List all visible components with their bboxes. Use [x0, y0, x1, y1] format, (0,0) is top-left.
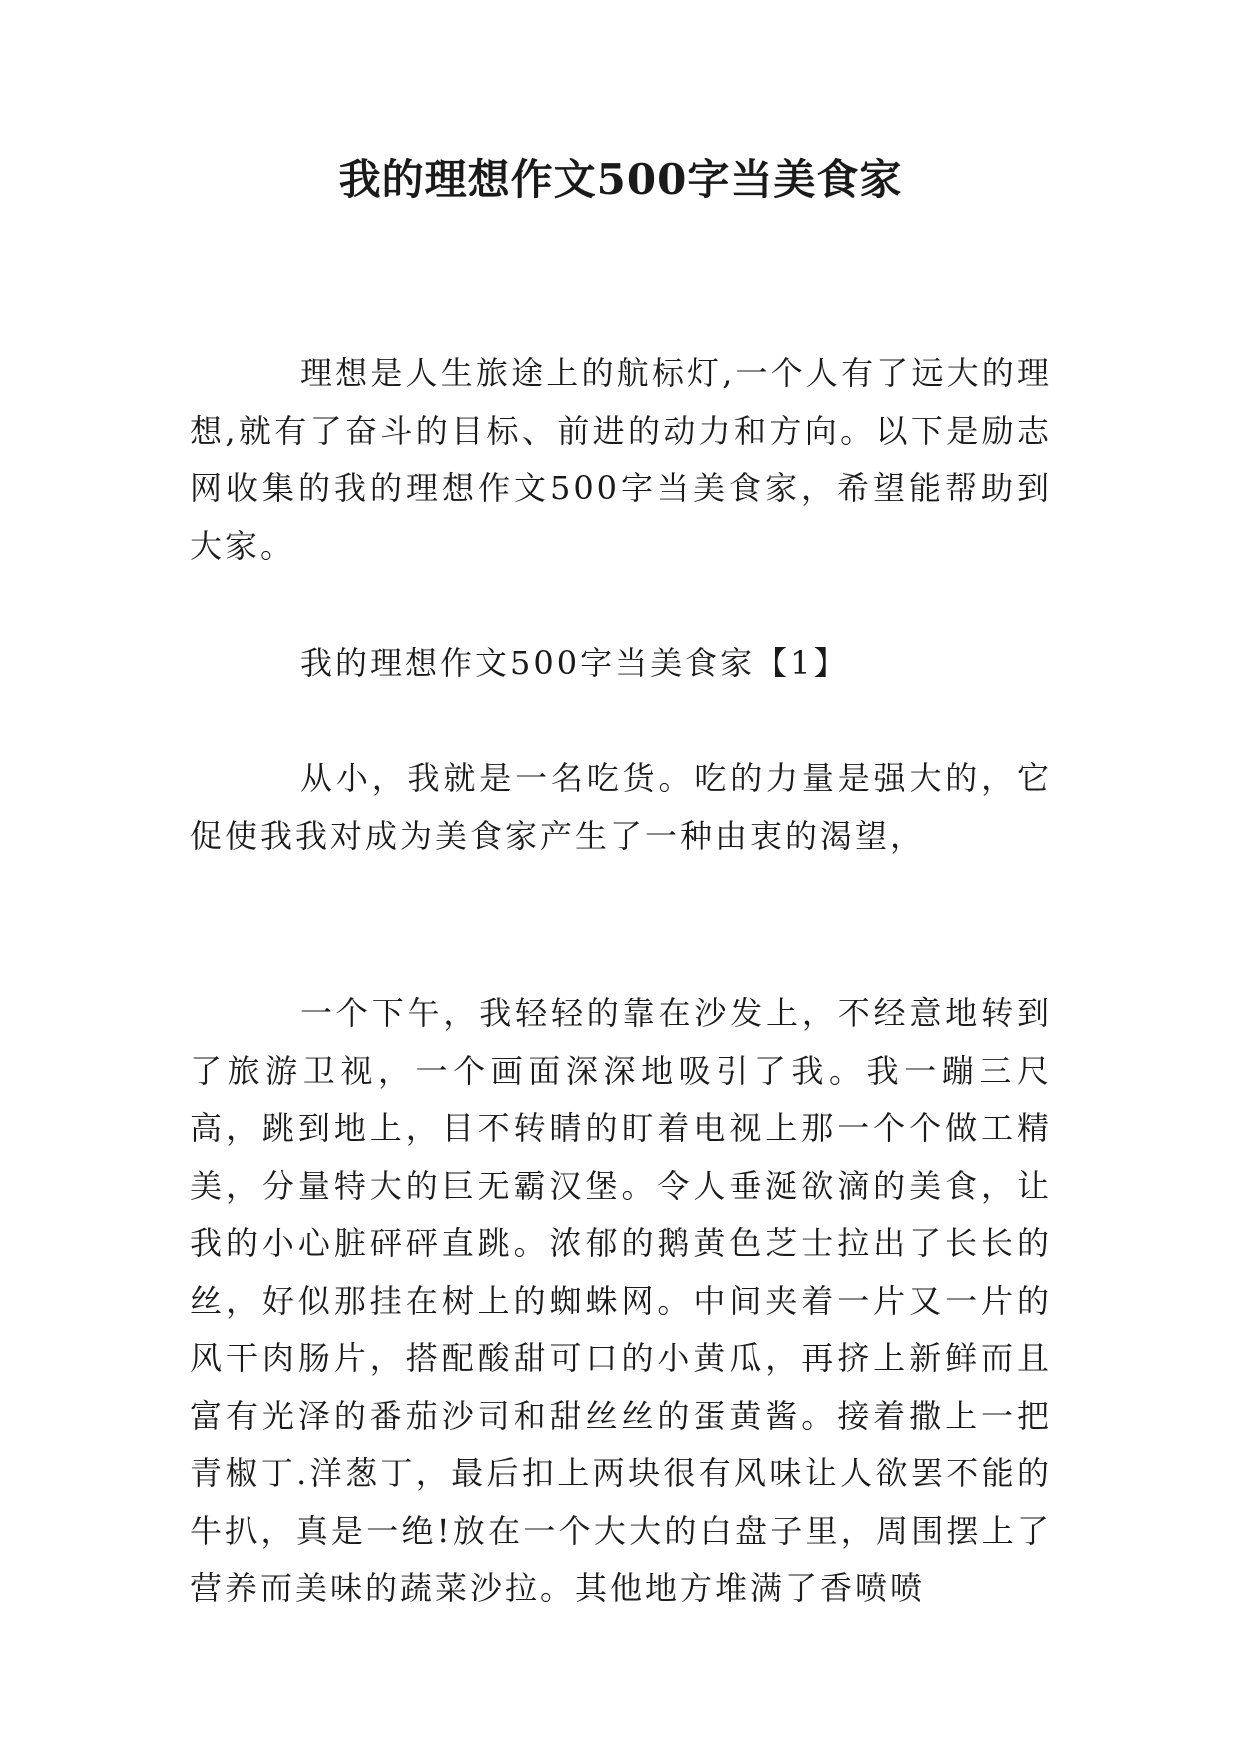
intro-paragraph: 理想是人生旅途上的航标灯,一个人有了远大的理想,就有了奋斗的目标、前进的动力和方向。以下是励志网收集的我的理想作文500字当美食家，希望能帮助到大家。 [190, 354, 1052, 565]
section-heading: 我的理想作文500字当美食家【1】 [300, 644, 849, 682]
body-paragraph-1: 从小，我就是一名吃货。吃的力量是强大的，它促使我我对成为美食家产生了一种由衷的渴望， [190, 759, 1052, 855]
document-title: 我的理想作文500字当美食家 [338, 155, 903, 204]
body-paragraph-2: 一个下午，我轻轻的靠在沙发上，不经意地转到了旅游卫视，一个画面深深地吸引了我。我一蹦三尺高，跳到地上，目不转睛的盯着电视上那一个个做工精美，分量特大的巨无霸汉堡。令人垂涎欲滴的美食，让我的小心脏砰砰直跳。浓郁的鹅黄色芝士拉出了长长的丝，好似那挂在树上的蜘蛛网。中间夹着一片又一片的风干肉肠片，搭配酸甜可口的小黄瓜，再挤上新鲜而且富有光泽的番茄沙司和甜丝丝的蛋黄酱。接着撒上一把青椒丁.洋葱丁，最后扣上两块很有风味让人欲罢不能的牛扒，真是一绝!放在一个大大的白盘子里，周围摆上了营养而美味的蔬菜沙拉。其他地方堆满了香喷喷 [190, 994, 1052, 1607]
